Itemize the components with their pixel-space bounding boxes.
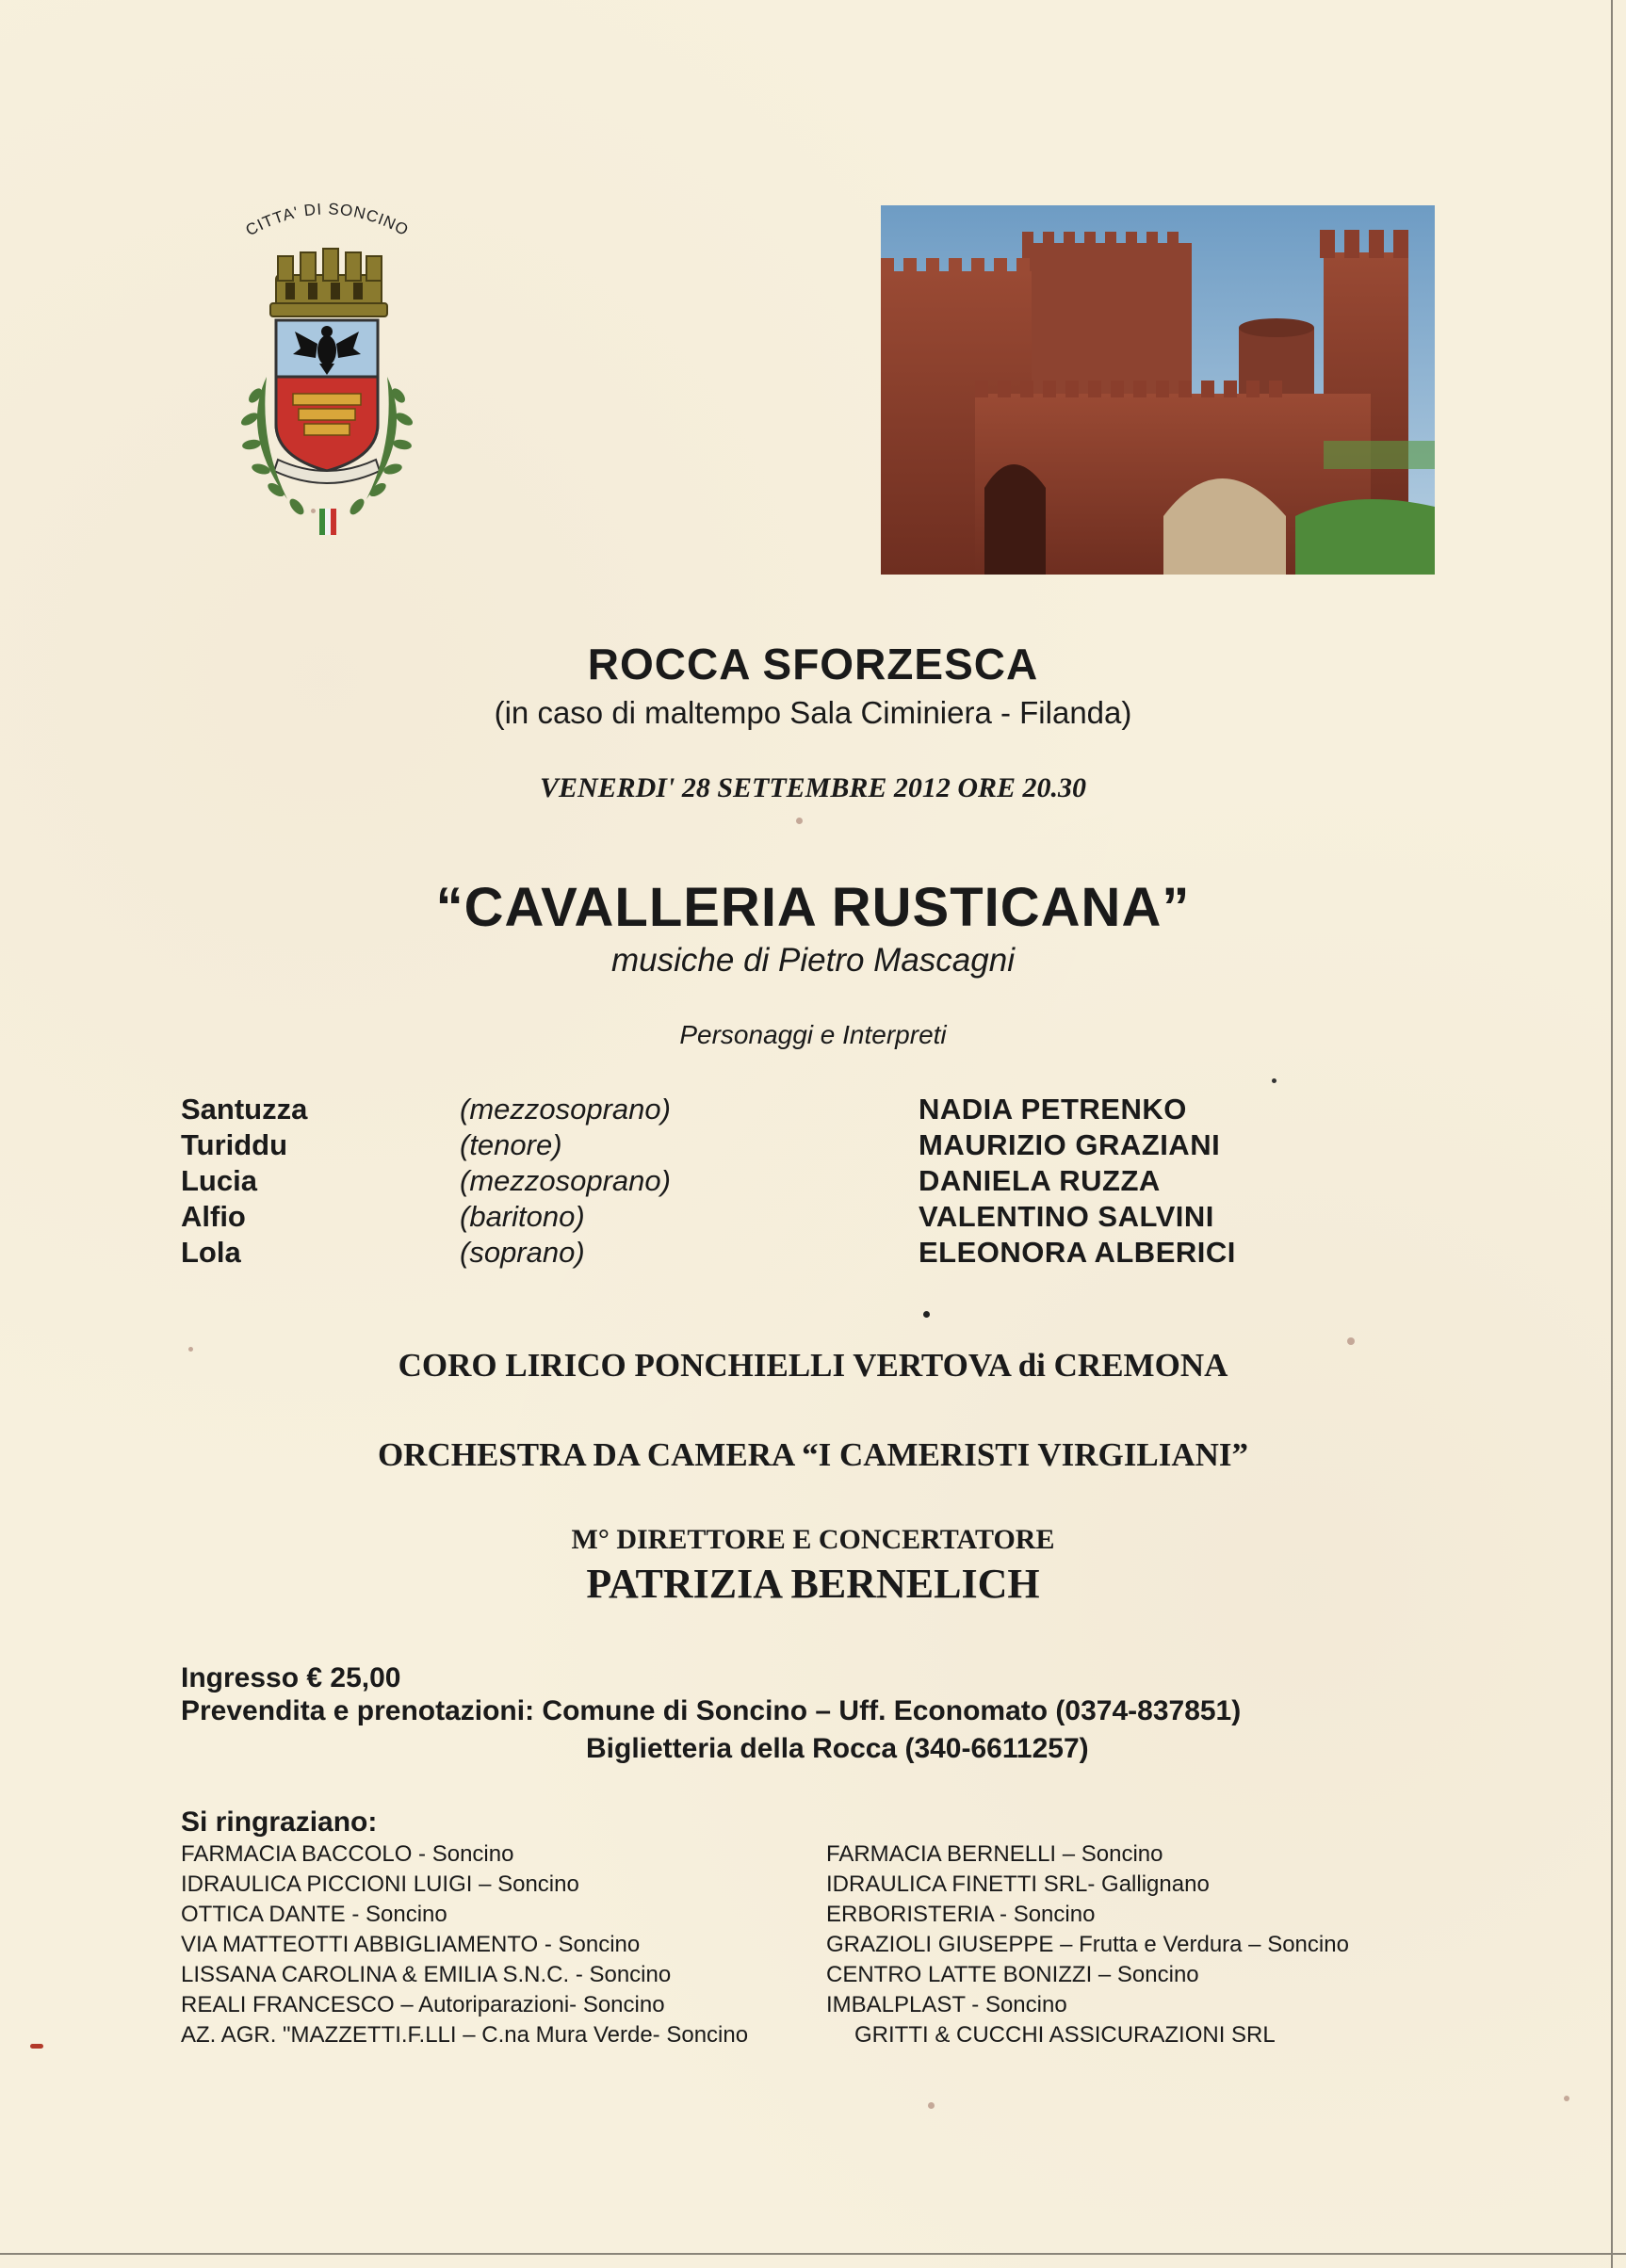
cast-voice: (soprano): [460, 1236, 585, 1269]
cast-singer: ELEONORA ALBERICI: [919, 1236, 1236, 1269]
sponsor-item: GRITTI & CUCCHI ASSICURAZIONI SRL: [854, 2022, 1276, 2048]
cast-row: [0, 1236, 1626, 1272]
sponsor-item: VIA MATTEOTTI ABBIGLIAMENTO - Soncino: [181, 1932, 641, 1957]
cast-singer: VALENTINO SALVINI: [919, 1200, 1214, 1233]
sponsor-item: CENTRO LATTE BONIZZI – Soncino: [826, 1962, 1199, 1987]
paper-fleck: [1347, 1337, 1355, 1345]
cast-voice: (baritono): [460, 1200, 585, 1233]
paper-fleck: [1272, 1078, 1276, 1083]
event-datetime: VENERDI' 28 SETTEMBRE 2012 ORE 20.30: [539, 772, 1087, 803]
castle-image: [881, 205, 1435, 575]
cast-row: [0, 1164, 1626, 1200]
sponsor-item: IDRAULICA FINETTI SRL- Gallignano: [826, 1871, 1210, 1897]
city-crest: [221, 188, 433, 546]
cast-voice: (mezzosoprano): [460, 1164, 671, 1197]
sponsor-item: GRAZIOLI GIUSEPPE – Frutta e Verdura – Soncino: [826, 1932, 1349, 1957]
sponsor-item: AZ. AGR. "MAZZETTI.F.LLI – C.na Mura Verde- Soncino: [181, 2022, 749, 2048]
sponsor-item: REALI FRANCESCO – Autoriparazioni- Soncino: [181, 1992, 665, 2017]
paper-fleck: [928, 2102, 935, 2109]
opera-title: “CAVALLERIA RUSTICANA”: [435, 877, 1191, 938]
choir-line: CORO LIRICO PONCHIELLI VERTOVA di CREMONA: [398, 1347, 1228, 1384]
cast-role: Turiddu: [181, 1128, 288, 1161]
castle-photo: [881, 205, 1435, 575]
sponsor-item: IMBALPLAST - Soncino: [826, 1992, 1067, 2017]
paper-fleck: [1564, 2096, 1569, 2101]
sponsor-item: IDRAULICA PICCIONI LUIGI – Soncino: [181, 1871, 579, 1897]
cast-row: [0, 1200, 1626, 1236]
sponsor-item: OTTICA DANTE - Soncino: [181, 1902, 447, 1927]
cast-voice: (tenore): [460, 1128, 562, 1161]
venue-alternative: (in caso di maltempo Sala Ciminiera - Filanda): [494, 695, 1132, 730]
presale-info: Prevendita e prenotazioni: Comune di Soncino – Uff. Economato (0374-837851): [181, 1695, 1242, 1726]
cast-role: Lucia: [181, 1164, 257, 1197]
cast-role: Alfio: [181, 1200, 246, 1233]
svg-text:CITTA' DI SONCINO: CITTA' DI SONCINO: [242, 200, 413, 240]
director-name: PATRIZIA BERNELICH: [586, 1561, 1040, 1607]
cast-heading: Personaggi e Interpreti: [679, 1020, 947, 1049]
entry-price: Ingresso € 25,00: [181, 1662, 401, 1693]
cast-singer: MAURIZIO GRAZIANI: [919, 1128, 1221, 1161]
sponsor-item: FARMACIA BACCOLO - Soncino: [181, 1841, 514, 1867]
paper-fleck: [923, 1311, 930, 1318]
cast-singer: NADIA PETRENKO: [919, 1093, 1187, 1126]
composer-line: musiche di Pietro Mascagni: [611, 942, 1015, 979]
sponsor-item: LISSANA CAROLINA & EMILIA S.N.C. - Soncino: [181, 1962, 672, 1987]
sponsor-item: FARMACIA BERNELLI – Soncino: [826, 1841, 1163, 1867]
venue-title: ROCCA SFORZESCA: [587, 640, 1039, 688]
sponsor-item: ERBORISTERIA - Soncino: [826, 1902, 1096, 1927]
paper-fleck: [30, 2044, 43, 2049]
director-label: M° DIRETTORE E CONCERTATORE: [571, 1524, 1055, 1555]
crest-shield-icon: [221, 188, 433, 546]
thanks-heading: Si ringraziano:: [181, 1806, 378, 1838]
presale-box-office: Biglietteria della Rocca (340-6611257): [586, 1733, 1089, 1764]
paper-fleck: [796, 818, 803, 824]
cast-role: Santuzza: [181, 1093, 308, 1126]
cast-voice: (mezzosoprano): [460, 1093, 671, 1126]
cast-row: [0, 1093, 1626, 1128]
cast-row: [0, 1128, 1626, 1164]
cast-role: Lola: [181, 1236, 241, 1269]
page-edge-bottom: [0, 2253, 1626, 2255]
cast-singer: DANIELA RUZZA: [919, 1164, 1161, 1197]
orchestra-line: ORCHESTRA DA CAMERA “I CAMERISTI VIRGILIANI”: [377, 1436, 1249, 1473]
